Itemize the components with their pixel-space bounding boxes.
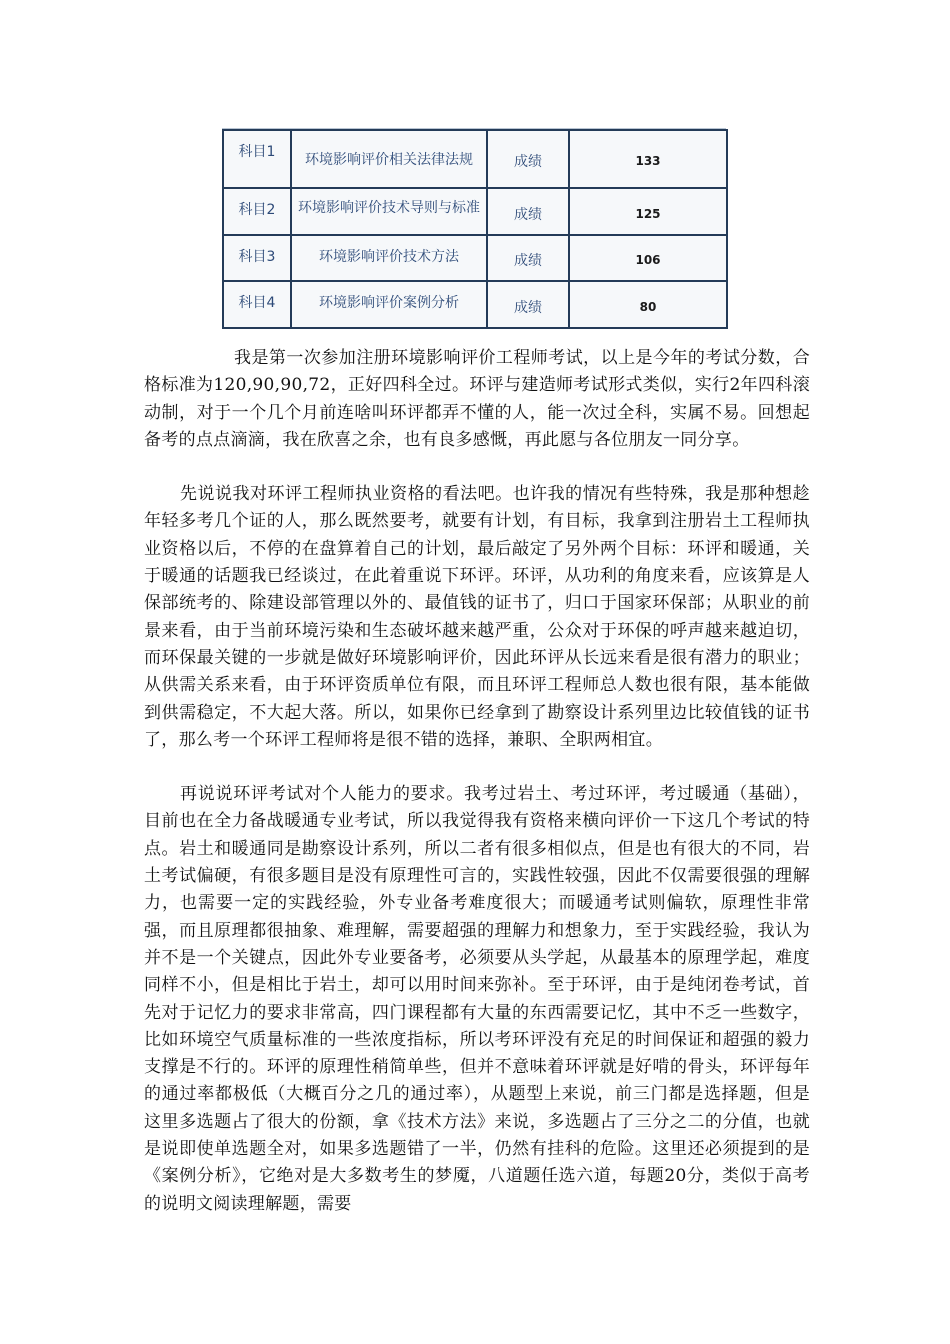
- score-value-cell: 133: [569, 130, 727, 188]
- score-value-cell: 106: [569, 235, 727, 282]
- subject-name-cell: 环境影响评价技术导则与标准: [291, 188, 487, 235]
- score-label-cell: 成绩: [487, 188, 569, 235]
- score-label-cell: 成绩: [487, 235, 569, 282]
- score-label-cell: 成绩: [487, 130, 569, 188]
- score-table: [222, 129, 728, 329]
- score-value-cell: 125: [569, 188, 727, 235]
- subject-cell: 科目1: [223, 130, 291, 188]
- subject-cell: 科目2: [223, 188, 291, 235]
- subject-name-cell: 环境影响评价案例分析: [291, 281, 487, 328]
- table-row: [223, 188, 727, 235]
- table-row: [223, 281, 727, 328]
- subject-name-cell: 环境影响评价技术方法: [291, 235, 487, 282]
- subject-name-cell: 环境影响评价相关法律法规: [291, 130, 487, 188]
- paragraph-certificate-view: 先说说我对环评工程师执业资格的看法吧。也许我的情况有些特殊，我是那种想趁年轻多考几个证的人，那么既然要考，就要有计划，有目标，我拿到注册岩土工程师执业资格以后，不停的在盘算着自己的计划，最后敲定了另外两个目标：环评和暖通，关于暖通的话题我已经谈过，在此着重说下环评。环评，从功利的角度来看，应该算是人保部统考的、除建设部管理以外的、最值钱的证书了，归口于国家环保部；从职业的前景来看，由于当前环境污染和生态破坏越来越严重，公众对于环保的呼声越来越迫切，而环保最关键的一步就是做好环境影响评价，因此环评从长远来看是很有潜力的职业；从供需关系来看，由于环评资质单位有限，而且环评工程师总人数也很有限，基本能做到供需稳定，不大起大落。所以，如果你已经拿到了勘察设计系列里边比较值钱的证书了，那么考一个环评工程师将是很不错的选择，兼职、全职两相宜。: [144, 484, 810, 750]
- paragraph-exam-requirements: 再说说环评考试对个人能力的要求。我考过岩土、考过环评，考过暖通（基础），目前也在全力备战暖通专业考试，所以我觉得我有资格来横向评价一下这几个考试的特点。岩土和暖通同是勘察设计系列，所以二者有很多相似点，但是也有很大的不同，岩土考试偏硬，有很多题目是没有原理性可言的，实践性较强，因此不仅需要很强的理解力，也需要一定的实践经验，外专业备考难度很大；而暖通考试则偏软，原理性非常强，而且原理都很抽象、难理解，需要超强的理解力和想象力，至于实践经验，我认为并不是一个关键点，因此外专业要备考，必须要从头学起，从最基本的原理学起，难度同样不小，但是相比于岩土，却可以用时间来弥补。至于环评，由于是纯闭卷考试，首先对于记忆力的要求非常高，四门课程都有大量的东西需要记忆，其中不乏一些数字，比如环境空气质量标准的一些浓度指标，所以考环评没有充足的时间保证和超强的毅力支撑是不行的。环评的原理性稍简单些，但并不意味着环评就是好啃的骨头，环评每年的通过率都极低（大概百分之几的通过率），从题型上来说，前三门都是选择题，但是这里多选题占了很大的份额，拿《技术方法》来说，多选题占了三分之二的分值，也就是说即使单选题全对，如果多选题错了一半，仍然有挂科的危险。这里还必须提到的是《案例分析》，它绝对是大多数考生的梦魇，八道题任选六道，每题20分，类似于高考的说明文阅读理解题，需要: [144, 784, 810, 1214]
- document-body: [144, 345, 810, 1245]
- exam-score-table-image: [222, 128, 726, 329]
- subject-cell: 科目3: [223, 235, 291, 282]
- subject-cell: 科目4: [223, 281, 291, 328]
- score-value-cell: 80: [569, 281, 727, 328]
- table-row: [223, 130, 727, 188]
- paragraph-exam-result: 我是第一次参加注册环境影响评价工程师考试，以上是今年的考试分数，合格标准为120,90,90,72，正好四科全过。环评与建造师考试形式类似，实行2年四科滚动制，对于一个几个月前连啥叫环评都弄不懂的人，能一次过全科，实属不易。回想起备考的点点滴滴，我在欣喜之余，也有良多感慨，再此愿与各位朋友一同分享。: [144, 348, 810, 450]
- table-row: [223, 235, 727, 282]
- score-label-cell: 成绩: [487, 281, 569, 328]
